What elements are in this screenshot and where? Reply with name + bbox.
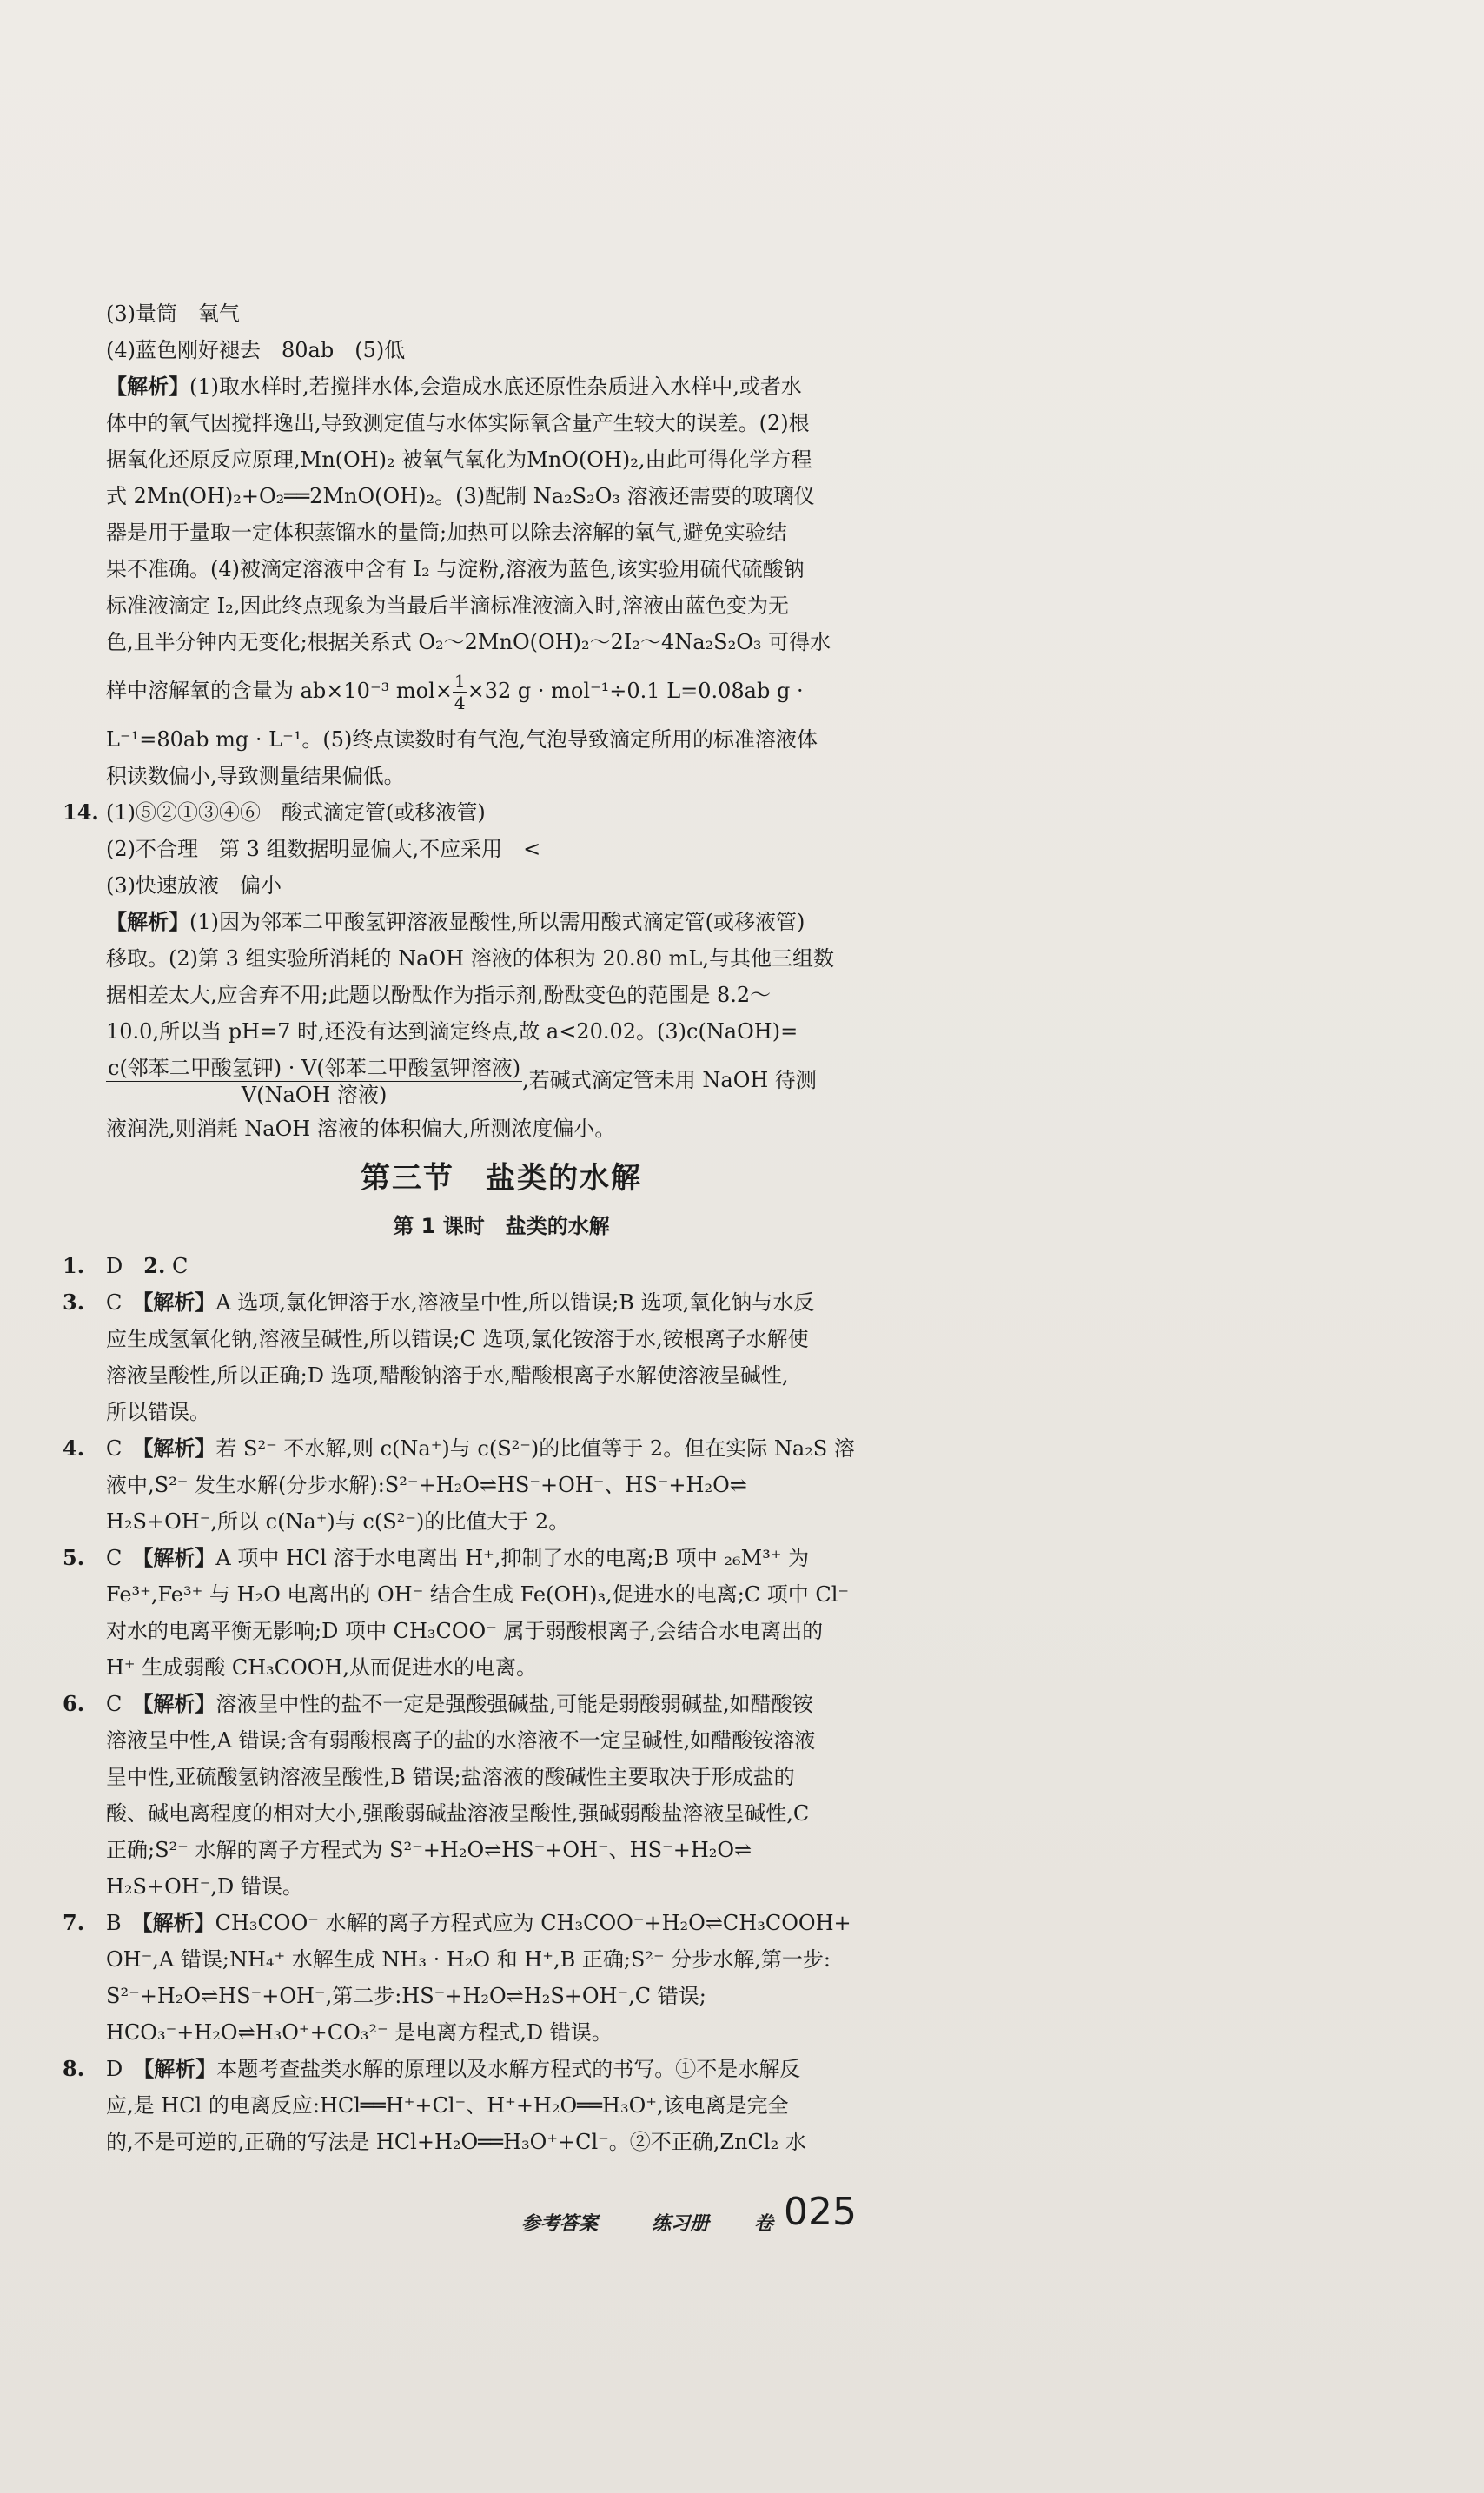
question-7-answer: 7. B 【解析】CH₃COO⁻ 水解的离子方程式应为 CH₃COO⁻+H₂O⇌CH₃COOH+ <box>63 1910 851 1935</box>
analysis-line: 积读数偏小,导致测量结果偏低。 <box>106 764 405 788</box>
analysis-line: 液中,S²⁻ 发生水解(分步水解):S²⁻+H₂O⇌HS⁻+OH⁻、HS⁻+H₂O⇌ <box>106 1473 747 1497</box>
footer-label-workbook: 练习册 <box>652 2213 710 2235</box>
question-3-answer: 3. C 【解析】A 选项,氯化钾溶于水,溶液呈中性,所以错误;B 选项,氧化钠与水反 <box>63 1290 815 1315</box>
answer-line: (2)不合理 第 3 组数据明显偏大,不应采用 < <box>106 837 541 861</box>
answer-line: (3)快速放液 偏小 <box>106 873 282 898</box>
footer-label-answers: 参考答案 <box>521 2213 599 2235</box>
analysis-line: 果不准确。(4)被滴定溶液中含有 I₂ 与淀粉,溶液为蓝色,该实验用硫代硫酸钠 <box>106 557 805 581</box>
analysis-line: 溶液呈中性,A 错误;含有弱酸根离子的盐的水溶液不一定呈碱性,如醋酸铵溶液 <box>106 1728 816 1753</box>
analysis-line: 酸、碱电离程度的相对大小,强酸弱碱盐溶液呈酸性,强碱弱酸盐溶液呈碱性,C <box>106 1801 810 1826</box>
page-footer <box>521 2190 956 2242</box>
analysis-line: 标准液滴定 I₂,因此终点现象为当最后半滴标准液滴入时,溶液由蓝色变为无 <box>106 593 789 618</box>
analysis-line: H₂S+OH⁻,D 错误。 <box>106 1874 303 1899</box>
analysis-line: 【解析】(1)因为邻苯二甲酸氢钾溶液显酸性,所以需用酸式滴定管(或移液管) <box>106 909 805 934</box>
analysis-line: HCO₃⁻+H₂O⇌H₃O⁺+CO₃²⁻ 是电离方程式,D 错误。 <box>106 2020 613 2045</box>
analysis-line: 体中的氧气因搅拌逸出,导致测定值与水体实际氧含量产生较大的误差。(2)根 <box>106 411 810 435</box>
answer-line: (4)蓝色刚好褪去 80ab (5)低 <box>106 338 406 362</box>
analysis-line: 正确;S²⁻ 水解的离子方程式为 S²⁻+H₂O⇌HS⁻+OH⁻、HS⁻+H₂O⇌ <box>106 1838 752 1862</box>
answer-content <box>63 295 940 2160</box>
analysis-line: 10.0,所以当 pH=7 时,还没有达到滴定终点,故 a<20.02。(3)c(NaOH)= <box>106 1019 798 1044</box>
analysis-line: 溶液呈酸性,所以正确;D 选项,醋酸钠溶于水,醋酸根离子水解使溶液呈碱性, <box>106 1363 789 1388</box>
analysis-line: H₂S+OH⁻,所以 c(Na⁺)与 c(S²⁻)的比值大于 2。 <box>106 1509 570 1534</box>
page-number: 025 <box>784 2190 857 2234</box>
question-14-answer: 14. (1)⑤②①③④⑥ 酸式滴定管(或移液管) <box>63 794 940 831</box>
answer-line: (3)量筒 氧气 <box>106 302 240 326</box>
analysis-tag: 【解析】 <box>106 374 189 399</box>
analysis-line: L⁻¹=80ab mg · L⁻¹。(5)终点读数时有气泡,气泡导致滴定所用的标准溶液体 <box>106 727 818 752</box>
fraction: $\frac{1}{4}$ <box>454 671 466 713</box>
section-title: 第三节 盐类的水解 <box>361 1161 642 1196</box>
question-5-answer: 5. C 【解析】A 项中 HCl 溶于水电离出 H⁺,抑制了水的电离;B 项中 ₂₆M³⁺ 为 <box>63 1545 810 1570</box>
analysis-line: 据氧化还原反应原理,Mn(OH)₂ 被氧气氧化为MnO(OH)₂,由此可得化学方程 <box>106 448 812 472</box>
analysis-line: 应生成氢氧化钠,溶液呈碱性,所以错误;C 选项,氯化铵溶于水,铵根离子水解使 <box>106 1327 809 1351</box>
fraction: $\frac{\text{c(邻苯二甲酸氢钾) · V(邻苯二甲酸氢钾溶液)}}{\text{V(NaOH 溶液)}}$ <box>108 1056 521 1107</box>
question-number: 14. <box>63 799 99 825</box>
analysis-line: H⁺ 生成弱酸 CH₃COOH,从而促进水的电离。 <box>106 1655 538 1680</box>
question-6-answer: 6. C 【解析】溶液呈中性的盐不一定是强酸强碱盐,可能是弱酸弱碱盐,如醋酸铵 <box>63 1691 813 1716</box>
analysis-line: 液润洗,则消耗 NaOH 溶液的体积偏大,所测浓度偏小。 <box>106 1117 616 1141</box>
analysis-line: 器是用于量取一定体积蒸馏水的量筒;加热可以除去溶解的氧气,避免实验结 <box>106 520 787 545</box>
analysis-line: 色,且半分钟内无变化;根据关系式 O₂～2MnO(OH)₂～2I₂～4Na₂S₂O₃ 可得水 <box>106 630 831 654</box>
analysis-line: 式 2Mn(OH)₂+O₂══2MnO(OH)₂。(3)配制 Na₂S₂O₃ 溶液还需要的玻璃仪 <box>106 484 815 508</box>
analysis-line: 据相差太大,应舍弃不用;此题以酚酞作为指示剂,酚酞变色的范围是 8.2～ <box>106 983 772 1007</box>
analysis-line: 所以错误。 <box>106 1400 210 1424</box>
analysis-line-fraction: $\frac{\text{c(邻苯二甲酸氢钾) · V(邻苯二甲酸氢钾溶液)}}{\text{V(NaOH 溶液)}}$ ,若碱式滴定管未用 NaOH 待测 <box>108 1056 817 1107</box>
analysis-line: 对水的电离平衡无影响;D 项中 CH₃COO⁻ 属于弱酸根离子,会结合水电离出的 <box>106 1619 824 1643</box>
analysis-line: S²⁻+H₂O⇌HS⁻+OH⁻,第二步:HS⁻+H₂O⇌H₂S+OH⁻,C 错误; <box>106 1984 706 2008</box>
analysis-line-fraction: 样中溶解氧的含量为 ab×10⁻³ mol× $\frac{1}{4}$ ×32 g · mol⁻¹÷0.1 L=0.08ab g · <box>106 671 804 713</box>
question-1-2-answer: 1. D 2. C <box>63 1253 189 1278</box>
analysis-line: 的,不是可逆的,正确的写法是 HCl+H₂O══H₃O⁺+Cl⁻。②不正确,ZnCl₂ 水 <box>106 2130 806 2154</box>
analysis-line: OH⁻,A 错误;NH₄⁺ 水解生成 NH₃ · H₂O 和 H⁺,B 正确;S²⁻ 分步水解,第一步: <box>106 1947 831 1972</box>
footer-label-volume: 卷 <box>754 2213 774 2235</box>
analysis-line: 呈中性,亚硫酸氢钠溶液呈酸性,B 错误;盐溶液的酸碱性主要取决于形成盐的 <box>106 1765 795 1789</box>
question-4-answer: 4. C 【解析】若 S²⁻ 不水解,则 c(Na⁺)与 c(S²⁻)的比值等于 2。但在实际 Na₂S 溶 <box>63 1435 855 1461</box>
analysis-line: 应,是 HCl 的电离反应:HCl══H⁺+Cl⁻、H⁺+H₂O══H₃O⁺,该电离是完全 <box>106 2093 789 2118</box>
analysis-line: Fe³⁺,Fe³⁺ 与 H₂O 电离出的 OH⁻ 结合生成 Fe(OH)₃,促进水的电离;C 项中 Cl⁻ <box>106 1582 850 1607</box>
analysis-tag: 【解析】 <box>106 909 189 934</box>
question-8-answer: 8. D 【解析】本题考查盐类水解的原理以及水解方程式的书写。①不是水解反 <box>63 2056 801 2081</box>
analysis-line: 【解析】(1)取水样时,若搅拌水体,会造成水底还原性杂质进入水样中,或者水 <box>106 374 802 399</box>
analysis-line: 移取。(2)第 3 组实验所消耗的 NaOH 溶液的体积为 20.80 mL,与其他三组数 <box>106 946 834 971</box>
lesson-title: 第 1 课时 盐类的水解 <box>393 1214 610 1238</box>
